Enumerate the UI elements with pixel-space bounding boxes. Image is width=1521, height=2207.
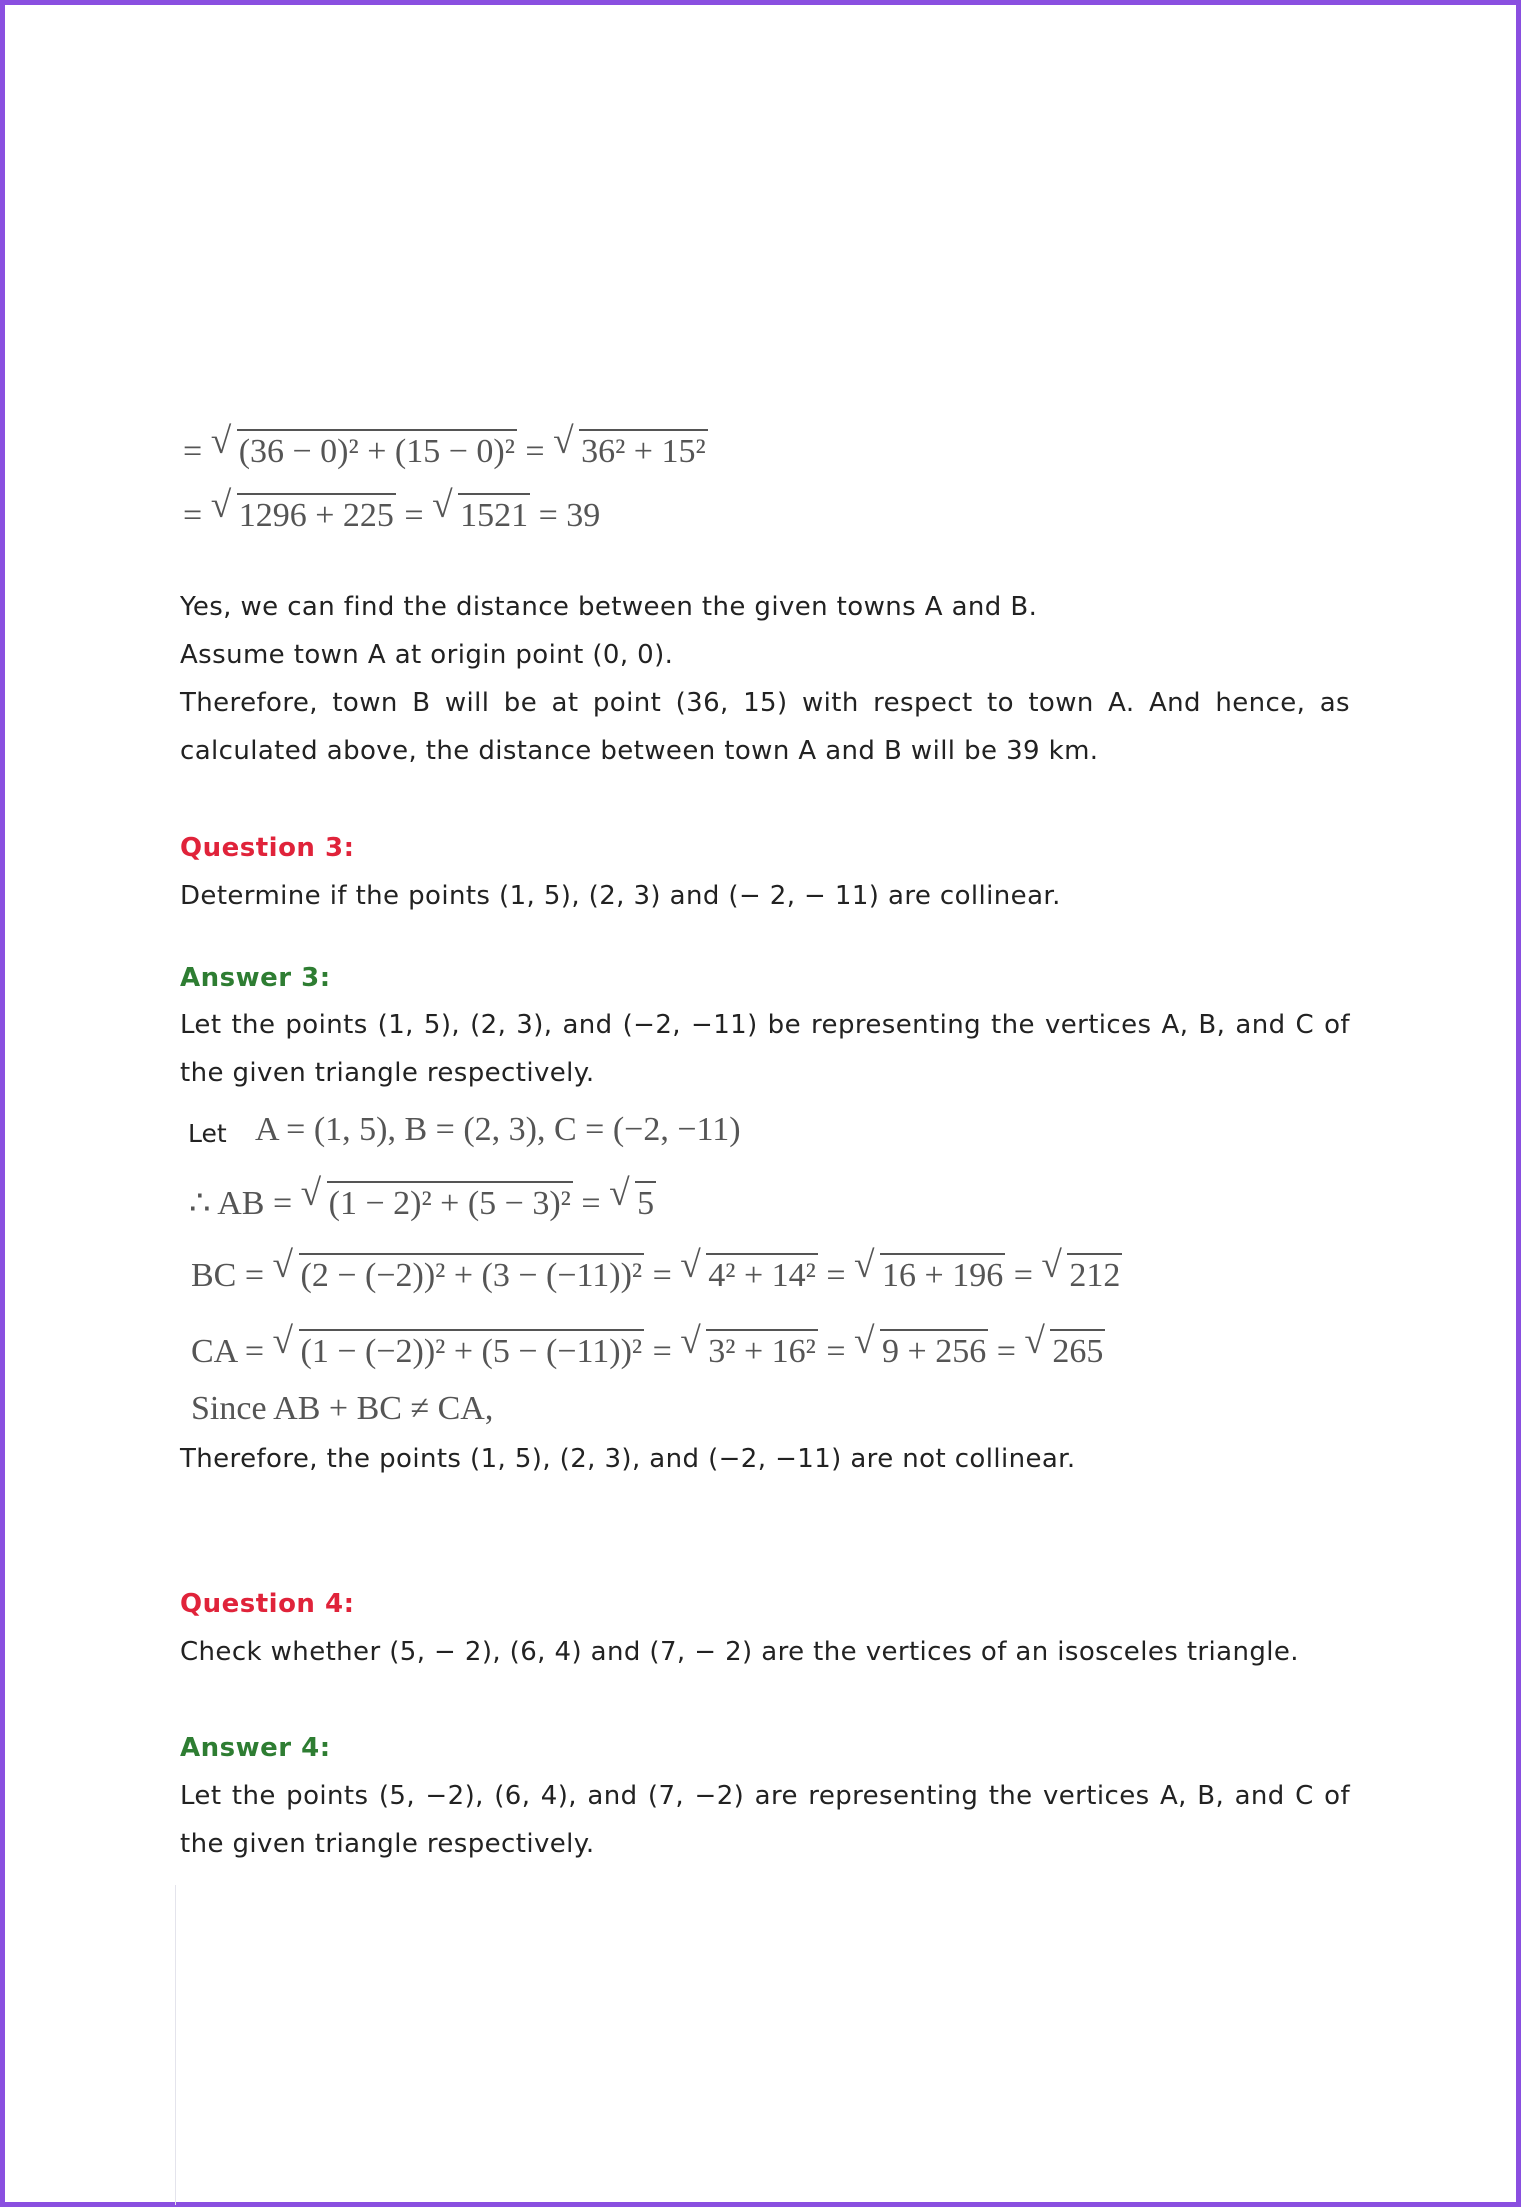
radicand: 9 + 256 xyxy=(880,1329,988,1369)
sqrt-expression xyxy=(854,1249,1005,1293)
radicand: 1296 + 225 xyxy=(237,493,396,533)
radicand: 212 xyxy=(1067,1253,1122,1293)
equals-sign: = xyxy=(826,1333,846,1370)
equals-sign: = xyxy=(538,497,558,534)
sqrt-expression xyxy=(854,1325,988,1369)
answer-2-text-3: Therefore, town B will be at point (36, 15) with respect to town A. And hence, as calculated above, the distance between town A and B will be 39 km. xyxy=(180,688,1350,766)
ab-distance xyxy=(189,1177,656,1221)
question-4-text: Check whether (5, − 2), (6, 4) and (7, − 2) are the vertices of an isosceles triangle. xyxy=(180,1637,1299,1667)
answer-3-intro: Let the points (1, 5), (2, 3), and (−2, −11) be representing the vertices A, B, and C of the given triangle respectively. xyxy=(180,1010,1350,1088)
equals-sign: = xyxy=(581,1185,601,1222)
radicand: 265 xyxy=(1050,1329,1105,1369)
sqrt-expression xyxy=(211,425,517,469)
bc-distance xyxy=(191,1249,1122,1293)
margin-rule xyxy=(175,1885,176,2205)
equals-sign: = xyxy=(826,1257,846,1294)
radicand: 4² + 14² xyxy=(706,1253,818,1293)
ab-label: ∴ AB = xyxy=(189,1185,293,1222)
question-3-text: Determine if the points (1, 5), (2, 3) and (− 2, − 11) are collinear. xyxy=(180,881,1061,911)
sqrt-expression xyxy=(273,1249,645,1293)
answer-3-conclusion: Therefore, the points (1, 5), (2, 3), and (−2, −11) are not collinear. xyxy=(180,1444,1076,1474)
question-3-heading: Question 3: xyxy=(180,833,355,863)
sqrt-expression xyxy=(273,1325,645,1369)
answer-4-intro: Let the points (5, −2), (6, 4), and (7, −2) are representing the vertices A, B, and C of the given triangle respectively. xyxy=(180,1781,1350,1859)
equals-sign: = xyxy=(996,1333,1016,1370)
sqrt-expression xyxy=(553,425,708,469)
ca-label: CA = xyxy=(191,1333,265,1370)
distance-formula-line-2 xyxy=(183,489,600,533)
sqrt-expression xyxy=(1024,1325,1105,1369)
bc-label: BC = xyxy=(191,1257,265,1294)
answer-2-text-1: Yes, we can find the distance between the given towns A and B. xyxy=(180,592,1038,622)
radicand: (1 − (−2))² + (5 − (−11))² xyxy=(299,1329,645,1369)
answer-2-text-2: Assume town A at origin point (0, 0). xyxy=(180,640,674,670)
sqrt-expression xyxy=(432,489,530,533)
radicand: 5 xyxy=(635,1181,656,1221)
question-4-heading: Question 4: xyxy=(180,1589,355,1619)
equals-sign: = xyxy=(183,433,203,470)
radicand: (1 − 2)² + (5 − 3)² xyxy=(327,1181,573,1221)
radicand: 1521 xyxy=(458,493,530,533)
radicand: 36² + 15² xyxy=(579,429,708,469)
equals-sign: = xyxy=(183,497,203,534)
radicand: 3² + 16² xyxy=(706,1329,818,1369)
radicand: 16 + 196 xyxy=(880,1253,1005,1293)
sqrt-expression xyxy=(609,1177,656,1221)
ca-distance xyxy=(191,1325,1105,1369)
since-statement: Since AB + BC ≠ CA, xyxy=(191,1390,494,1427)
vertices-definition: A = (1, 5), B = (2, 3), C = (−2, −11) xyxy=(255,1111,741,1148)
sqrt-expression xyxy=(680,1325,818,1369)
sqrt-expression xyxy=(680,1249,818,1293)
sqrt-expression xyxy=(211,489,396,533)
answer-3-heading: Answer 3: xyxy=(180,963,331,993)
radicand: (2 − (−2))² + (3 − (−11))² xyxy=(299,1253,645,1293)
equals-sign: = xyxy=(652,1333,672,1370)
sqrt-expression xyxy=(301,1177,573,1221)
let-label: Let xyxy=(188,1119,227,1148)
equals-sign: = xyxy=(652,1257,672,1294)
sqrt-expression xyxy=(1041,1249,1122,1293)
equals-sign: = xyxy=(1013,1257,1033,1294)
answer-4-heading: Answer 4: xyxy=(180,1733,331,1763)
distance-formula-line-1 xyxy=(183,425,708,469)
equals-sign: = xyxy=(525,433,545,470)
radicand: (36 − 0)² + (15 − 0)² xyxy=(237,429,517,469)
equals-sign: = xyxy=(404,497,424,534)
result-value: 39 xyxy=(566,497,601,534)
